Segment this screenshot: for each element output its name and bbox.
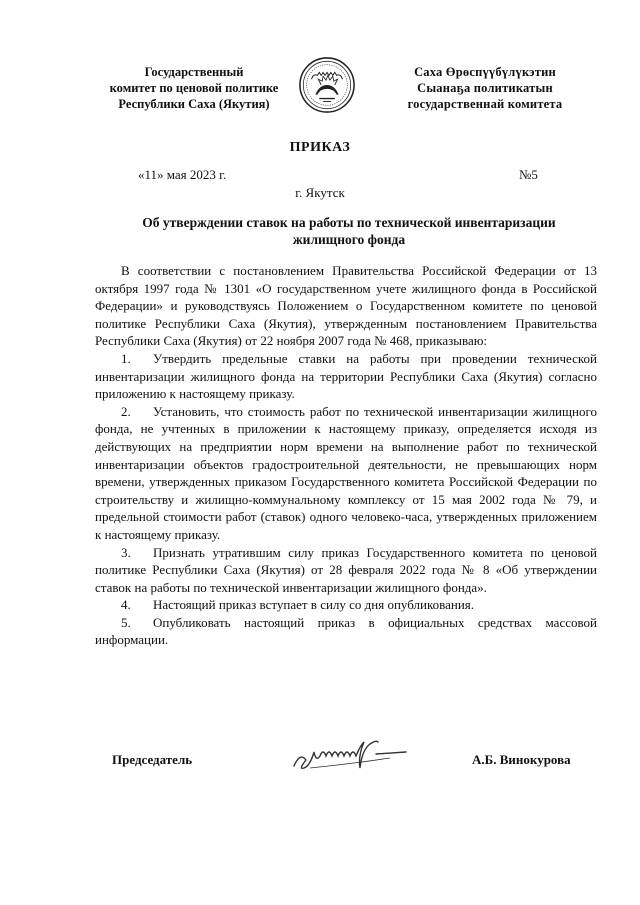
item-text: Настоящий приказ вступает в силу со дня опубликования. (153, 597, 475, 613)
subject-line: Об утверждении ставок на работы по технической инвентаризации (142, 215, 556, 230)
issuer-line: Саха Өрөспүүбүлүкэтин (414, 65, 556, 79)
order-body (95, 262, 597, 649)
order-item (95, 596, 597, 614)
item-number: 2. (121, 403, 131, 419)
order-item (95, 403, 597, 544)
item-text: Признать утратившим силу приказ Государственного комитета по ценовой политике Республики Саха (Якутия) от 28 февраля 2022 года № 8 «Об утверждении ставок на работы по технической инвентаризации жилищного фонда». (95, 544, 597, 595)
issuer-line: Республики Саха (Якутия) (118, 97, 270, 111)
signer-title: Председатель (112, 752, 193, 767)
order-item (95, 544, 597, 597)
item-number: 1. (121, 350, 131, 366)
item-text: Установить, что стоимость работ по технической инвентаризации жилищного фонда, не учтенных в приложении к настоящему приказу, определяется исходя из действующих на предприятии норм времени на выполнение работ по технической инвентаризации объектов градостроительной деятельности, не превышающих норм времени, утвержденных приказом Государственного комитета Российской Федерации по строительству и жилищно-коммунальному комплексу от 15 мая 2002 года № 79, и предельной стоимости работ (ставок) одного человеко-часа, утвержденных приложением к настоящему приказу. (95, 403, 597, 542)
issuer-name-yakut (385, 64, 585, 112)
order-number: №5 (519, 167, 538, 182)
order-date: «11» мая 2023 г. (138, 167, 227, 182)
emblem-icon (298, 56, 356, 114)
issuer-line: Государственный (144, 65, 244, 79)
order-subject (112, 214, 586, 248)
issuer-line: государственнай комитета (407, 97, 563, 111)
signature-icon (290, 730, 420, 776)
item-text: Утвердить предельные ставки на работы при проведении технической инвентаризации жилищного фонда на территории Республики Саха (Якутия) согласно приложению к настоящему приказу. (95, 350, 597, 402)
issuer-line: комитет по ценовой политике (109, 81, 279, 95)
item-number: 3. (121, 544, 131, 560)
item-number: 5. (121, 614, 131, 630)
signer-name: А.Б. Винокурова (472, 752, 571, 767)
item-text: Опубликовать настоящий приказ в официальных средствах массовой информации. (95, 614, 597, 648)
issuer-line: Сыанаҕа политикатын (417, 81, 553, 95)
subject-line: жилищного фонда (292, 232, 406, 247)
order-item (95, 350, 597, 403)
order-item (95, 614, 597, 649)
intro-paragraph: В соответствии с постановлением Правительства Российской Федерации от 13 октября 1997 года № 1301 «О государственном учете жилищного фонда в Российской Федерации» и руководствуясь Положением о Государственном комитете по ценовой политике Республики Саха (Якутия), утвержденным постановлением Правительства Республики Саха (Якутия) от 22 ноября 2007 года № 468, приказываю: (95, 263, 597, 349)
issuer-name-russian (94, 64, 294, 112)
document-title: ПРИКАЗ (289, 140, 351, 155)
item-number: 4. (121, 597, 131, 613)
order-city: г. Якутск (295, 185, 345, 200)
